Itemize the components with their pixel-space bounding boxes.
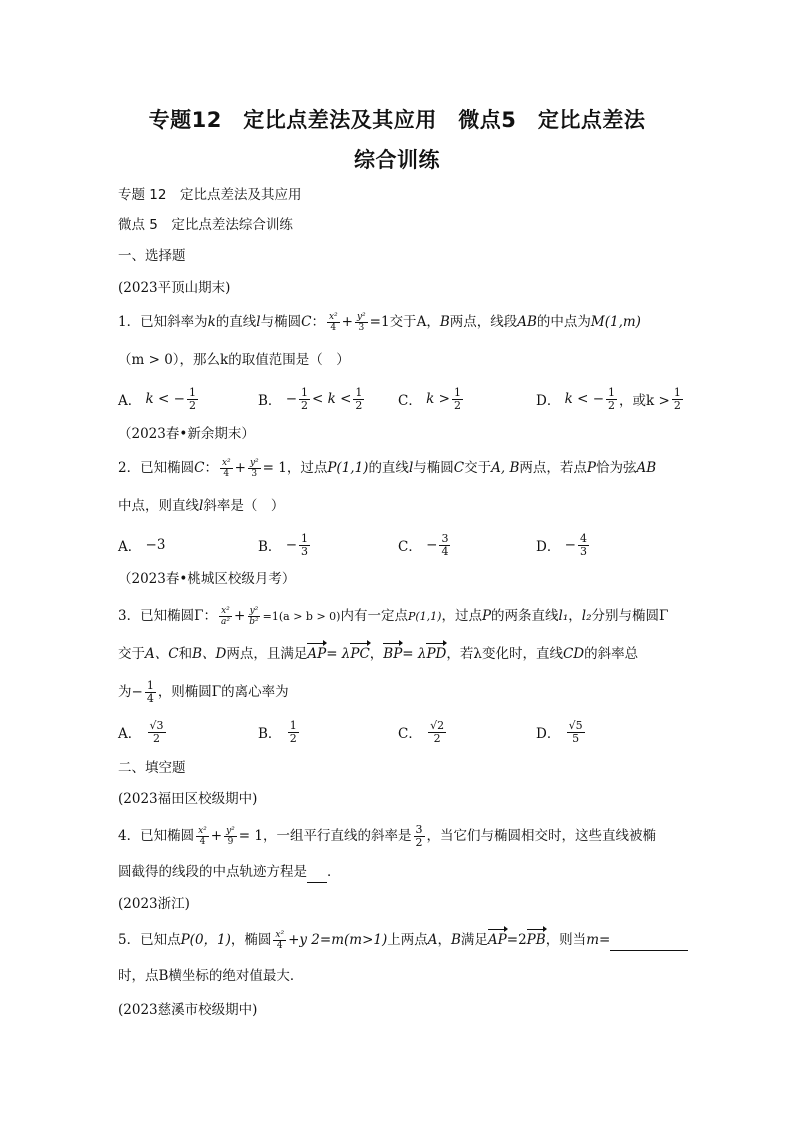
q4-source: (2023福田区校级期中) [118, 791, 258, 807]
q1-choice-c[interactable]: C． k > $\frac{1}{2}$ [398, 385, 461, 412]
q2-choice-c[interactable]: C． − $\frac{3}{4}$ [398, 531, 449, 558]
vector-ap: AP [307, 646, 327, 662]
q3-source: （2023春•桃城区校级月考） [118, 571, 296, 587]
q2-choice-a[interactable]: A． −3 [118, 537, 166, 555]
q1-y-fraction: $\frac{\text{y²}}{3}$ [356, 312, 366, 333]
vector-pc: PC [350, 646, 370, 662]
q2-choice-b[interactable]: B． − $\frac{1}{3}$ [258, 531, 309, 558]
q5-x-fraction: $\frac{\text{x²}}{4}$ [275, 930, 285, 951]
q4-answer-blank[interactable] [307, 862, 327, 883]
q2-y-fraction: $\frac{\text{y²}}{3}$ [249, 458, 259, 479]
q1-source: (2023平顶山期末) [118, 280, 231, 296]
q4-stem-line1: 4．已知椭圆 $\frac{\text{x²}}{4}$ + $\frac{\text{y²}}{9}$ = 1，一组平行直线的斜率是 $\frac{3}{2}$ ，当它们与椭圆相交时，这些直线被椭 [118, 823, 656, 849]
title-line-2: 综合训练 [354, 148, 440, 172]
q1-stem-line2: （m > 0），那么k的取值范围是（ ） [118, 352, 350, 368]
q5-stem-line2: 时，点B横坐标的绝对值最大． [118, 968, 304, 984]
q3-x-fraction: $\frac{\text{x²}}{\text{a²}}$ [220, 606, 230, 627]
vector-bp: BP [383, 646, 403, 662]
section-fill-heading: 二、填空题 [118, 760, 186, 776]
q3-choices [118, 715, 678, 749]
page-title [100, 100, 694, 180]
q2-source: （2023春•新余期末） [118, 426, 255, 442]
section-choice-heading: 一、选择题 [118, 248, 186, 264]
q5-source: (2023浙江) [118, 896, 190, 912]
q3-y-fraction: $\frac{\text{y²}}{\text{b²}}$ [249, 606, 259, 627]
vector-pb-q5: PB [526, 932, 546, 948]
q2-x-fraction: $\frac{\text{x²}}{4}$ [221, 458, 231, 479]
q1-text: 1．已知斜率为 [118, 314, 208, 330]
vector-pd: PD [426, 646, 447, 662]
q1-x-fraction: $\frac{\text{x²}}{4}$ [328, 312, 338, 333]
q1-stem-line1: 1．已知斜率为k的直线l与椭圆C： $\frac{\text{x²}}{4}$ + $\frac{\text{y²}}{3}$ =1交于A，B两点，线段AB的中点为M(1,m) [118, 312, 641, 333]
q4-x-fraction: $\frac{\text{x²}}{4}$ [198, 826, 207, 847]
subtopic-line: 微点 5 定比点差法综合训练 [118, 217, 293, 233]
vector-ap-q5: AP [487, 932, 507, 948]
topic-line: 专题 12 定比点差法及其应用 [118, 187, 302, 203]
q2-choices [118, 528, 678, 562]
q6-source: (2023慈溪市校级期中) [118, 1002, 258, 1018]
q3-choice-d[interactable]: D． $\frac{√5}{5}$ [536, 718, 583, 745]
q2-stem-line2: 中点，则直线l斜率是（ ） [118, 498, 285, 514]
q1-choice-d[interactable]: D． k < − $\frac{1}{2}$ ，或k > $\frac{1}{2}$ [536, 385, 681, 412]
q2-stem-line1: 2．已知椭圆C： $\frac{\text{x²}}{4}$ + $\frac{\text{y²}}{3}$ = 1，过点P(1,1)的直线l与椭圆C交于A, B两点，若点P恰为弦AB [118, 458, 657, 479]
q2-choice-d[interactable]: D． − $\frac{4}{3}$ [536, 531, 587, 558]
q4-y-fraction: $\frac{\text{y²}}{9}$ [226, 826, 235, 847]
q5-answer-blank[interactable] [610, 930, 688, 951]
q1-choices [118, 382, 681, 416]
q3-choice-b[interactable]: B． $\frac{1}{2}$ [258, 718, 297, 745]
q5-stem-line1: 5．已知点P(0，1)，椭圆 $\frac{\text{x²}}{4}$ +y 2=m(m>1)上两点A，B满足AP=2PB，则当m= [118, 930, 688, 951]
q3-choice-c[interactable]: C． $\frac{√2}{2}$ [398, 718, 445, 745]
q3-stem-line2: 交于A、C和B、D两点，且满足AP= λPC，BP= λPD，若λ变化时，直线CD的斜率总 [118, 646, 639, 662]
q3-stem-line1: 3．已知椭圆Γ： $\frac{\text{x²}}{\text{a²}}$ + $\frac{\text{y²}}{\text{b²}}$ =1(a > b > 0)内有一定点P(1,1)，过点P的两条直线l₁，l₂分别与椭圆Γ [118, 606, 669, 627]
q1-choice-b[interactable]: B． − $\frac{1}{2}$ < k < $\frac{1}{2}$ [258, 385, 363, 412]
q4-stem-line2: 圆截得的线段的中点轨迹方程是 ． [118, 862, 341, 883]
q3-stem-line3: 为− $\frac{1}{4}$ ，则椭圆Γ的离心率为 [118, 679, 289, 705]
q1-choice-a[interactable]: A． k < − $\frac{1}{2}$ [118, 385, 196, 412]
title-line-1: 专题12 定比点差法及其应用 微点5 定比点差法 [148, 108, 646, 132]
q3-choice-a[interactable]: A． $\frac{√3}{2}$ [118, 718, 164, 745]
